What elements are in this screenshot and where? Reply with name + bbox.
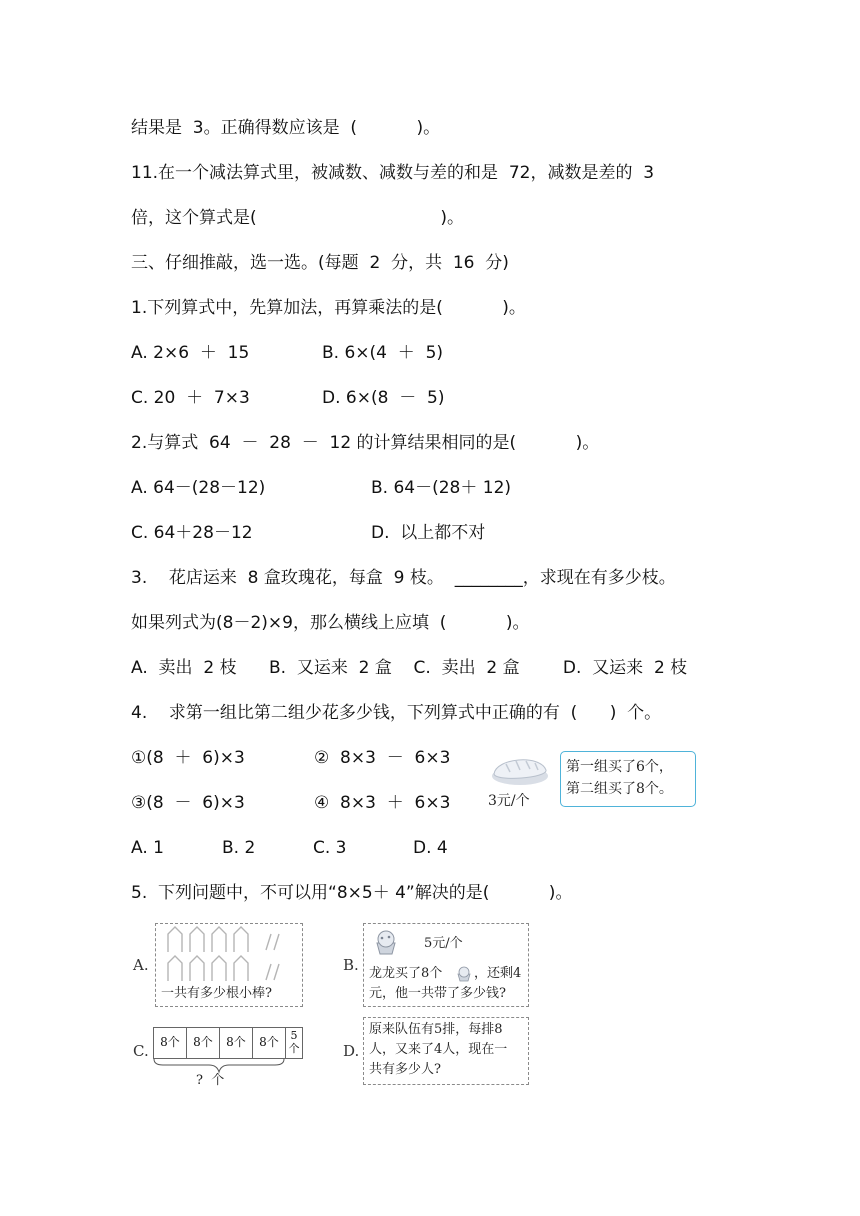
- q5-c-bar: [153, 1027, 303, 1059]
- q4-info-box: [560, 751, 696, 807]
- q5-c-label: C.: [133, 1042, 149, 1060]
- q5-c-last-top: 5: [290, 1029, 298, 1042]
- q5-c-last-cell: [286, 1028, 302, 1058]
- q5-b-label: B.: [343, 956, 359, 974]
- q5-option-d-box: [363, 1017, 529, 1085]
- q3-options: A. 卖出 2 枝 B. 又运来 2 盒 C. 卖出 2 盒 D. 又运来 2 枝: [131, 658, 688, 678]
- q1-option-a: A. 2×6 ＋ 15: [131, 343, 250, 363]
- q5-c-cell: [187, 1028, 220, 1058]
- q4-option-a: A. 1: [131, 838, 164, 858]
- cupcake-small-icon: [454, 965, 474, 983]
- q5-c-cell-text: 8个: [226, 1035, 246, 1049]
- q5-option-a-box: [155, 923, 303, 1007]
- q3-stem: 3. 花店运来 8 盒玫瑰花，每盒 9 枝。 ________，求现在有多少枝。: [131, 568, 676, 588]
- bread-price: 3元/个: [488, 793, 530, 809]
- q2-option-d: D. 以上都不对: [371, 523, 486, 543]
- q4-expr-2: ② 8×3 － 6×3: [314, 748, 451, 768]
- cupcake-icon: [371, 927, 401, 957]
- q11-line1: 11.在一个减法算式里，被减数、减数与差的和是 72，减数是差的 3: [131, 163, 655, 183]
- q5-c-cell-text: 8个: [160, 1035, 180, 1049]
- q5-b-price: 5元/个: [424, 936, 463, 951]
- q5-option-b-box: [363, 923, 529, 1007]
- q1-option-b: B. 6×(4 ＋ 5): [322, 343, 444, 363]
- q5-a-caption: 一共有多少根小棒?: [161, 986, 272, 1001]
- q1-option-c: C. 20 ＋ 7×3: [131, 388, 250, 408]
- info-line-1: 第一组买了6个，: [566, 759, 673, 775]
- q4-option-d: D. 4: [413, 838, 448, 858]
- q2-option-b: B. 64－(28＋ 12): [371, 478, 512, 498]
- info-line-2: 第二组买了8个。: [566, 781, 673, 797]
- q4-stem: 4. 求第一组比第二组少花多少钱，下列算式中正确的有 ( ) 个。: [131, 703, 662, 723]
- pencils-icon: [156, 924, 302, 984]
- q11-line2: 倍，这个算式是( )。: [131, 208, 464, 228]
- q5-d-label: D.: [343, 1042, 360, 1060]
- q5-d-line1: 原来队伍有5排，每排8: [369, 1022, 503, 1037]
- q5-c-cell-text: 8个: [259, 1035, 279, 1049]
- q1-stem: 1.下列算式中，先算加法，再算乘法的是( )。: [131, 298, 526, 318]
- q4-bread-illustration: [490, 752, 550, 788]
- q5-c-last-bottom: 个: [288, 1042, 300, 1055]
- q4-expr-4: ④ 8×3 ＋ 6×3: [314, 793, 451, 813]
- q5-a-label: A.: [133, 956, 149, 974]
- q5-c-cell: [253, 1028, 286, 1058]
- bread-icon: [490, 752, 550, 788]
- section-3-heading: 三、仔细推敲，选一选。(每题 2 分，共 16 分): [131, 253, 509, 273]
- q5-d-line3: 共有多少人?: [369, 1062, 441, 1077]
- q10-continuation: 结果是 3。正确得数应该是 ( )。: [131, 118, 441, 138]
- q1-option-d: D. 6×(8 － 5): [322, 388, 445, 408]
- q2-option-c: C. 64＋28－12: [131, 523, 253, 543]
- q5-b-line2: 元，他一共带了多少钱?: [369, 986, 506, 1001]
- q5-c-cell: [220, 1028, 253, 1058]
- q2-option-a: A. 64－(28－12): [131, 478, 266, 498]
- q5-b-line1-tail: ，还剩4: [474, 966, 522, 981]
- q4-option-b: B. 2: [222, 838, 256, 858]
- q4-expr-1: ①(8 ＋ 6)×3: [131, 748, 245, 768]
- q5-b-line1: 龙龙买了8个: [369, 966, 443, 981]
- q5-c-cell: [154, 1028, 187, 1058]
- q2-stem: 2.与算式 64 － 28 － 12 的计算结果相同的是( )。: [131, 433, 600, 453]
- q4-option-c: C. 3: [313, 838, 347, 858]
- q4-expr-3: ③(8 － 6)×3: [131, 793, 245, 813]
- q5-stem: 5. 下列问题中，不可以用“8×5＋ 4”解决的是( )。: [131, 883, 573, 903]
- q5-d-line2: 人，又来了4人，现在一: [369, 1042, 508, 1057]
- q5-c-cell-text: 8个: [193, 1035, 213, 1049]
- q5-c-question: ? 个: [196, 1073, 225, 1088]
- q3-stem-2: 如果列式为(8－2)×9，那么横线上应填 ( )。: [131, 613, 530, 633]
